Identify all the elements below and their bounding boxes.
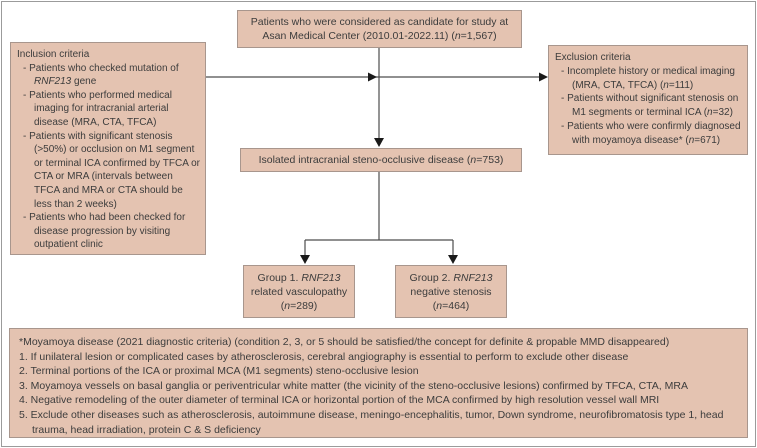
candidates-box [237,10,522,48]
group1-line2: related vasculopathy [250,285,348,298]
group1-box [243,265,355,318]
exclusion-criteria-box [548,45,748,155]
exclusion-item: - Patients without significant stenosis on M1 segments or terminal ICA (n=32) [561,93,739,119]
candidates-text: Patients who were considered as candidate for study at Asan Medical Center (2010.01-2022.11) (n=1,567) [250,16,509,42]
footnote-line: 4. Negative remodeling of the outer diameter of terminal ICA or horizontal portion of the MCA confirmed by high resolution vessel wall MRI [19,394,660,407]
group2-line2: negative stenosis [410,285,492,298]
isolated-disease-text: Isolated intracranial steno-occlusive disease (n=753) [258,153,504,166]
footnote-line: 2. Terminal portions of the ICA or proximal MCA (M1 segments) steno-occlusive lesion [19,365,419,378]
group1-count: (n=289) [280,299,318,312]
exclusion-title: Exclusion criteria [555,52,631,63]
group2-count: (n=464) [432,299,470,312]
footnote-box [9,328,748,438]
isolated-disease-box [240,148,522,172]
footnote-line: 1. If unilateral lesion or complicated cases by atherosclerosis, cerebral angiography is essential to perform to exclude other disease [19,350,629,363]
inclusion-item: - Patients who performed medical imaging for intracranial arterial disease (MRA, CTA, TFCA) [23,89,172,128]
inclusion-criteria-box [10,42,206,255]
inclusion-item: - Patients who had been checked for disease progression by visiting outpatient clinic [23,212,186,251]
group2-line1: Group 2. RNF213 [409,271,493,284]
exclusion-item: - Incomplete history or medical imaging (MRA, CTA, TFCA) (n=111) [561,65,735,91]
group2-box [395,265,507,318]
footnote-line: 3. Moyamoya vessels on basal ganglia or periventricular white matter (the vicinity of the steno-occlusive lesions) confirmed by TFCA, CTA, MRA [19,379,688,392]
exclusion-item: - Patients who were confirmly diagnosed with moyamoya disease* (n=671) [561,120,741,146]
footnote-line: 5. Exclude other diseases such as atherosclerosis, autoimmune disease, meningo-encephalitis, tumor, Down syndrome, neurofibromatosis type 1, head trauma, head irradiation, protein C & S deficiency [19,408,724,436]
inclusion-item: - Patients with significant stenosis (>50%) or occlusion on M1 segment or terminal ICA confirmed by TFCA or CTA or MRA (intervals between TFCA and MRA or CTA should be less than 2 weeks) [23,130,200,210]
footnote-line: *Moyamoya disease (2021 diagnostic criteria) (condition 2, 3, or 5 should be satisfied/the concept for definite & propable MMD disappeared) [19,336,670,348]
inclusion-title: Inclusion criteria [17,49,90,60]
group1-line1: Group 1. RNF213 [257,271,341,284]
inclusion-item: - Patients who checked mutation of RNF213 gene [23,62,179,88]
